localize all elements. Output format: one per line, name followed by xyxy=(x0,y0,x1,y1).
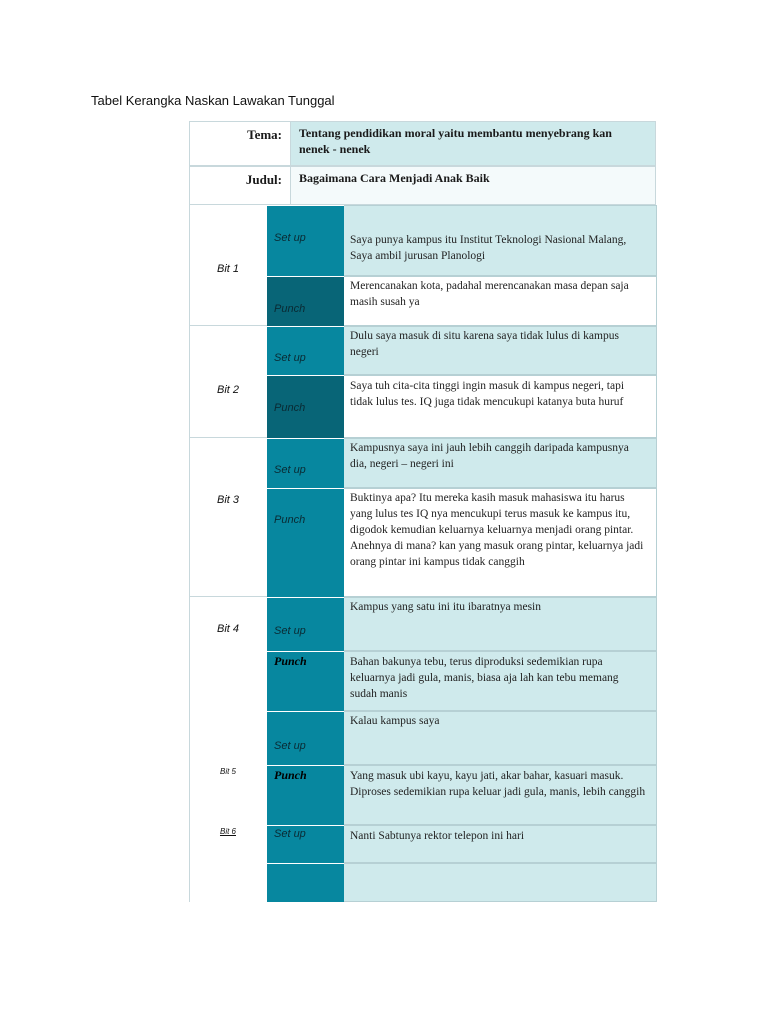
row-text xyxy=(344,326,657,375)
tema-row xyxy=(189,121,656,166)
row-text-content: Saya tuh cita-cita tinggi ingin masuk di kampus negeri, tapi tidak lulus tes. IQ juga tidak mencukupi katanya buta huruf xyxy=(350,380,625,408)
row-text xyxy=(344,205,657,276)
page-title: Tabel Kerangka Naskan Lawakan Tunggal xyxy=(91,93,335,108)
row-type-setup: Set up xyxy=(267,711,344,765)
row-text-content: Saya punya kampus itu Institut Teknologi Nasional Malang, Saya ambil jurusan Planologi xyxy=(350,234,627,262)
row-text-content: Bahan bakunya tebu, terus diproduksi sedemikian rupa keluarnya jadi gula, manis, biasa aja lah kan tebu memang sudah manis xyxy=(350,656,619,700)
bit-group-2 xyxy=(189,326,267,438)
bit-label: Bit 2 xyxy=(216,384,239,396)
row-text xyxy=(344,597,657,651)
bit-group-4-6 xyxy=(189,597,267,902)
bit-group-3 xyxy=(189,438,267,597)
row-type-punch: Punch xyxy=(267,765,344,825)
row-type-punch: Punch xyxy=(267,488,344,597)
bit-label: Bit 6 xyxy=(219,827,236,836)
row-text-content: Kampusnya saya ini jauh lebih canggih daripada kampusnya dia, negeri – negeri ini xyxy=(350,442,629,470)
judul-row xyxy=(189,166,656,205)
bit-label: Bit 5 xyxy=(219,767,236,776)
row-text-content: Kalau kampus saya xyxy=(350,715,440,727)
judul-label: Judul: xyxy=(190,167,291,204)
tema-label: Tema: xyxy=(190,122,291,165)
row-type-punch: Punch xyxy=(267,651,344,711)
row-type-empty xyxy=(267,863,344,902)
judul-value: Bagaimana Cara Menjadi Anak Baik xyxy=(291,167,655,204)
row-text-content: Kampus yang satu ini itu ibaratnya mesin xyxy=(350,601,541,613)
row-type-setup: Set up xyxy=(267,597,344,651)
row-text xyxy=(344,375,657,438)
row-text xyxy=(344,438,657,488)
row-text xyxy=(344,825,657,863)
row-type-setup: Set up xyxy=(267,326,344,375)
row-type-setup: Set up xyxy=(267,205,344,276)
bit-label: Bit 1 xyxy=(216,263,239,275)
row-text xyxy=(344,765,657,825)
row-text xyxy=(344,276,657,326)
bit-label: Bit 3 xyxy=(216,494,239,506)
row-text xyxy=(344,651,657,711)
row-text-content: Nanti Sabtunya rektor telepon ini hari xyxy=(350,830,525,842)
row-type-setup: Set up xyxy=(267,825,344,863)
row-text-content: Yang masuk ubi kayu, kayu jati, akar bahar, kasuari masuk. Diproses sedemikian rupa keluar jadi gula, manis, lebih canggih xyxy=(350,770,646,798)
row-text-content: Buktinya apa? Itu mereka kasih masuk mahasiswa itu harus yang lulus tes IQ nya mencukupi terus masuk ke kampus itu, digodok kemudian keluarnya keluarnya menjadi orang pintar. Anehnya di mana? kan yang masuk orang pintar, keluarnya jadi orang pintar ini kampus tidak canggih xyxy=(350,492,644,568)
row-type-punch: Punch xyxy=(267,276,344,326)
row-text xyxy=(344,863,657,902)
tema-value: Tentang pendidikan moral yaitu membantu menyebrang kan nenek - nenek xyxy=(291,122,655,165)
bit-label: Bit 4 xyxy=(216,623,239,635)
row-type-punch: Punch xyxy=(267,375,344,438)
row-text-content: Dulu saya masuk di situ karena saya tidak lulus di kampus negeri xyxy=(350,330,619,358)
row-text xyxy=(344,488,657,597)
row-text xyxy=(344,711,657,765)
row-type-setup: Set up xyxy=(267,438,344,488)
row-text-content: Merencanakan kota, padahal merencanakan masa depan saja masih susah ya xyxy=(350,280,629,308)
